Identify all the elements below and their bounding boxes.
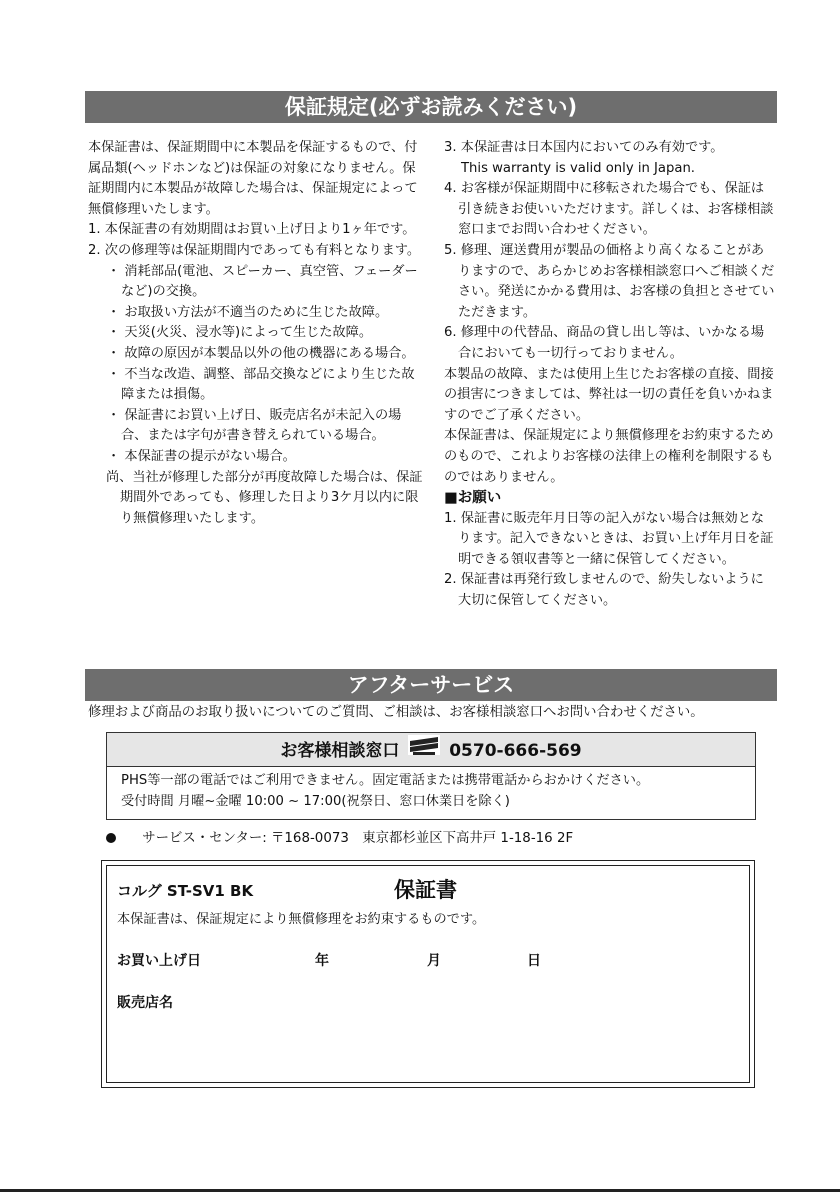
contact-note-2: 受付時間 月曜~金曜 10:00 ~ 17:00(祝祭日、窓口休業日を除く): [121, 794, 510, 809]
right-column: [444, 138, 776, 612]
left-column: [88, 138, 423, 529]
subitem: ・ 不当な改造、調整、部品交換などにより生じた故障または損傷。: [107, 366, 415, 403]
intro-text: 本保証書は、保証期間中に本製品を保証するもので、付属品類(ヘッドホンなど)は保証の対象になりません。保証期間内に本製品が故障した場合は、保証規定によって無償修理いたします。: [88, 140, 418, 217]
contact-title-row: [107, 733, 755, 767]
after-service-description: 修理および商品のお取り扱いについてのご質問、ご相談は、お客様相談窓口へお問い合わせください。: [88, 705, 704, 720]
request-1: 1. 保証書に販売年月日等の記入がない場合は無効となります。記入できないときは、お買い上げ年月日を証明できる領収書等と一緒に保管してください。: [444, 510, 774, 567]
contact-note-1: PHS等一部の電話ではご利用できません。固定電話または携帯電話からおかけください。: [121, 773, 650, 788]
bullet-icon: [106, 833, 116, 843]
warranty-card: [101, 860, 755, 1088]
warranty-terms-title: 保証規定(必ずお読みください): [284, 95, 578, 119]
request-2: 2. 保証書は再発行致しませんので、紛失しないように大切に保管してください。: [444, 572, 764, 609]
after-service-title: アフターサービス: [347, 673, 515, 697]
item-3-english: This warranty is valid only in Japan.: [461, 160, 696, 176]
service-center-text: サービス・センター: 〒168-0073 東京都杉並区下高井戸 1-18-16 2F: [142, 831, 574, 846]
warranty-card-inner: [106, 865, 750, 1083]
item-3: 3. 本保証書は日本国内においてのみ有効です。: [444, 140, 724, 155]
service-center: [106, 827, 573, 846]
subitem: ・ 天災(火災、浸水等)によって生じた故障。: [107, 325, 373, 341]
year-label: 年: [315, 953, 329, 969]
purchase-date-label: お買い上げ日: [117, 953, 201, 969]
contact-phone: 0570-666-569: [449, 741, 582, 761]
liability-paragraph: 本製品の故障、または使用上生じたお客様の直接、間接の損害につきましては、弊社は一切の責任を負いかねますのでご了承ください。: [444, 366, 774, 423]
warranty-title: 保証書: [394, 878, 457, 902]
subitem: ・ 保証書にお買い上げ日、販売店名が未記入の場合、または字句が書き替えられている場合。: [107, 407, 402, 444]
day-label: 日: [527, 953, 541, 969]
warranty-terms-header: [85, 91, 777, 123]
after-service-header: [85, 669, 777, 701]
subitem: ・ 消耗部品(電池、スピーカー、真空管、フェーダーなど)の交換。: [107, 263, 418, 300]
warranty-model: コルグ ST-SV1 BK: [117, 882, 254, 900]
contact-notes: [107, 767, 755, 812]
request-heading: ■お願い: [444, 490, 502, 507]
item-5: 5. 修理、運送費用が製品の価格より高くなることがありますので、あらかじめお客様相談窓口へご相談ください。発送にかかる費用は、お客様の負担とさせていただきます。: [444, 242, 775, 320]
month-label: 月: [427, 953, 441, 969]
item-2: 2. 次の修理等は保証期間内であっても有料となります。: [88, 242, 421, 258]
repair-note: 尚、当社が修理した部分が再度故障した場合は、保証期間外であっても、修理した日より3ケ月以内に限り無償修理いたします。: [106, 469, 423, 526]
contact-label: お客様相談窓口: [280, 741, 400, 761]
subitem: ・ 故障の原因が本製品以外の他の機器にある場合。: [107, 345, 415, 361]
subitem: ・ 本保証書の提示がない場合。: [107, 448, 296, 464]
rights-paragraph: 本保証書は、保証規定により無償修理をお約束するためのもので、これよりお客様の法律上の権利を制限するものではありません。: [444, 428, 774, 485]
item-1: 1. 本保証書の有効期間はお買い上げ日より1ヶ年です。: [88, 222, 416, 238]
item-6: 6. 修理中の代替品、商品の貸し出し等は、いかなる場合においても一切行っておりません。: [444, 325, 765, 361]
item-4: 4. お客様が保証期間中に移転された場合でも、保証は引き続きお使いいただけます。詳しくは、お客様相談窓口までお問い合わせください。: [444, 181, 774, 238]
subitem: ・ お取扱い方法が不適当のために生じた故障。: [107, 304, 389, 320]
contact-box: [106, 732, 756, 820]
navi-dial-icon: [407, 733, 441, 769]
warranty-note: 本保証書は、保証規定により無償修理をお約束するものです。: [117, 912, 486, 927]
store-name-label: 販売店名: [117, 995, 173, 1011]
